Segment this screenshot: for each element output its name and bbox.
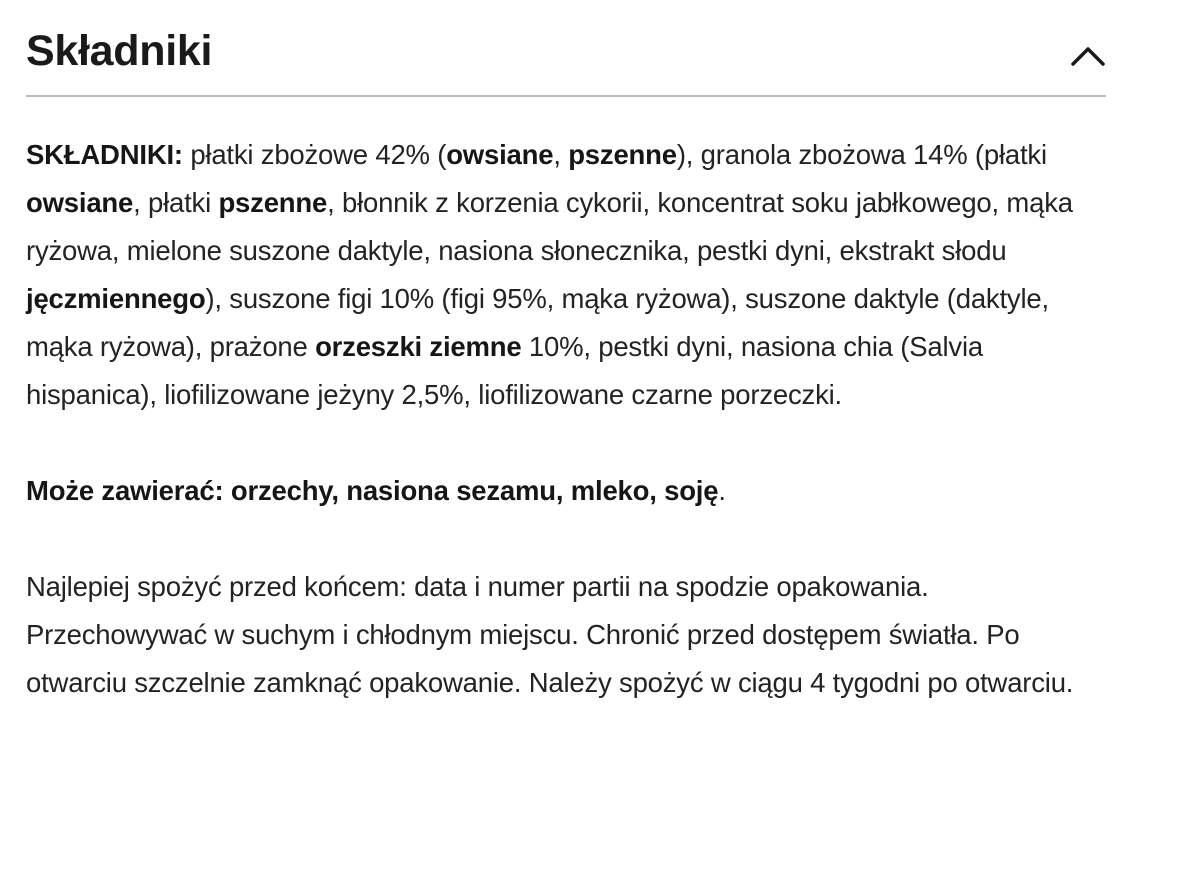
storage-paragraph: Najlepiej spożyć przed końcem: data i numer partii na spodzie opakowania. Przechowywać w suchym i chłodnym miejscu. Chronić przed dostępem światła. Po otwarciu szczelnie zamknąć opakowanie. Należy spożyć w ciągu 4 tygodni po otwarciu. — [26, 571, 1074, 698]
allergen-highlight: pszenne — [218, 187, 328, 218]
ingredients-text: ), suszone figi 10% (figi 95%, mąka ryżowa), suszone daktyle (daktyle, mąka ryżowa), prażone — [26, 283, 1049, 362]
ingredients-text: 10%, pestki dyni, nasiona chia (Salvia hispanica), liofilizowane jeżyny 2,5%, liofilizowane czarne porzeczki. — [26, 331, 983, 410]
allergen-highlight: pszenne — [568, 139, 677, 170]
allergen-highlight: orzeszki ziemne — [315, 331, 522, 362]
allergen-highlight: owsiane — [446, 139, 554, 170]
ingredients-text: , błonnik z korzenia cykorii, koncentrat soku jabłkowego, mąka ryżowa, mielone suszone daktyle, nasiona słonecznika, pestki dyni, ekstrakt słodu — [26, 187, 1073, 266]
allergen-highlight: owsiane — [26, 187, 134, 218]
section-title: Składniki — [26, 27, 213, 75]
allergens-end: . — [718, 475, 726, 506]
ingredients-text: , płatki — [133, 187, 219, 218]
ingredients-paragraph — [26, 131, 1106, 419]
ingredients-text: płatki zbożowe 42% ( — [182, 139, 447, 170]
chevron-up-icon — [1071, 46, 1105, 66]
allergens-label: Może zawierać: — [26, 475, 224, 506]
spacer — [26, 515, 1106, 563]
ingredients-text: ), granola zbożowa 14% (płatki — [676, 139, 1047, 170]
ingredients-text: , — [553, 139, 569, 170]
allergen-highlight: jęczmiennego — [26, 283, 206, 314]
accordion-content — [26, 97, 1106, 707]
accordion-header[interactable] — [26, 0, 1106, 97]
collapse-toggle-button[interactable] — [1070, 38, 1106, 74]
ingredients-label: SKŁADNIKI: — [26, 139, 183, 170]
ingredients-section — [26, 0, 1106, 707]
spacer — [26, 419, 1106, 467]
allergens-list: orzechy, nasiona sezamu, mleko, soję — [223, 475, 719, 506]
allergens-paragraph — [26, 467, 1106, 515]
